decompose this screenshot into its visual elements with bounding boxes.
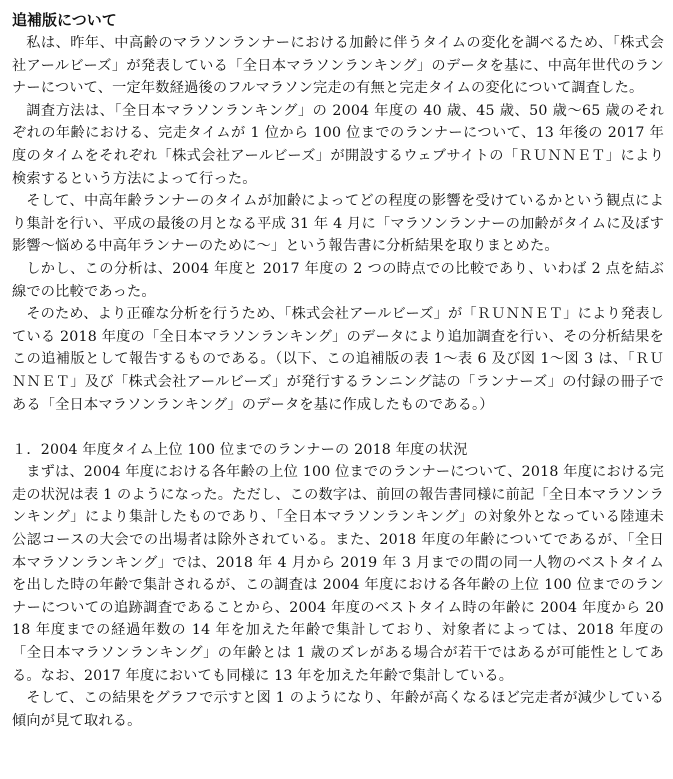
intro-paragraph-3: そして、中高年齢ランナーのタイムが加齢によってどの程度の影響を受けているかという観点により集計を行い、平成の最後の月となる平成 31 年 4 月に「マラソンランナーの加齢がタイムに及ぼす影響～悩める中高年ランナーのために～」という報告書に分析結果を取りまとめた。 — [12, 193, 664, 255]
intro-paragraph-2: 調査方法は、「全日本マラソンランキング」の 2004 年度の 40 歳、45 歳、50 歳～65 歳のそれぞれの年齢における、完走タイムが 1 位から 100 位までのランナーについて、13 年後の 2017 年度のタイムをそれぞれ「株式会社アールビーズ」が開設するウェブサイトの「ＲＵＮＮＥＴ」により検索するという方法によって行った。 — [12, 102, 664, 187]
document-page — [12, 8, 664, 732]
section-1-paragraph-2: そして、この結果をグラフで示すと図 1 のようになり、年齢が高くなるほど完走者が減少している傾向が見て取れる。 — [12, 690, 664, 729]
document-title: 追補版について — [12, 11, 117, 29]
section-spacer — [12, 416, 664, 439]
intro-paragraph-5: そのため、より正確な分析を行うため、「株式会社アールビーズ」が「ＲＵＮＮＥＴ」により発表している 2018 年度の「全日本マラソンランキング」のデータにより追加調査を行い、その分析結果をこの追補版として報告するものである。（以下、この追補版の表 1～表 6 及び図 1～図 3 は、「ＲＵＮＮＥＴ」及び「株式会社アールビーズ」が発行するランニング誌の「ランナーズ」の付録の冊子である「全日本マラソンランキング」のデータを基に作成したものである。） — [12, 306, 664, 413]
section-1-heading: １．2004 年度タイム上位 100 位までのランナーの 2018 年度の状況 — [12, 441, 468, 458]
intro-paragraph-4: しかし、この分析は、2004 年度と 2017 年度の 2 つの時点での比較であり、いわば 2 点を結ぶ線での比較であった。 — [12, 260, 664, 300]
intro-paragraph-1: 私は、昨年、中高齢のマラソンランナーにおける加齢に伴うタイムの変化を調べるため、「株式会社アールビーズ」が発表している「全日本マラソンランキング」のデータを基に、中高年世代のランナーについて、一定年数経過後のフルマラソン完走の有無と完走タイムの変化について調査した。 — [12, 35, 664, 97]
section-1-paragraph-1: まずは、2004 年度における各年齢の上位 100 位までのランナーについて、2018 年度における完走の状況は表 1 のようになった。ただし、この数字は、前回の報告書同様に前記「全日本マラソンランキング」により集計したものであり、「全日本マラソンランキング」の対象外となっている陸連未公認コースの大会での出場者は除外されている。また、2018 年度の年齢についてであるが、「全日本マラソンランキング」では、2018 年 4 月から 2019 年 3 月までの間の同一人物のベストタイムを出した時の年齢で集計されるが、この調査は 2004 年度における各年齢の上位 100 位までのランナーについての追跡調査であることから、2004 年度のベストタイム時の年齢に 2004 年度から 2018 年度までの経過年数の 14 年を加えた年齢で集計しており、対象者によっては、2018 年度の「全日本マラソンランキング」の年齢とは 1 歳のズレがある場合が若干ではあるが可能性としてある。なお、2017 年度においても同様に 13 年を加えた年齢で集計している。 — [12, 464, 664, 684]
